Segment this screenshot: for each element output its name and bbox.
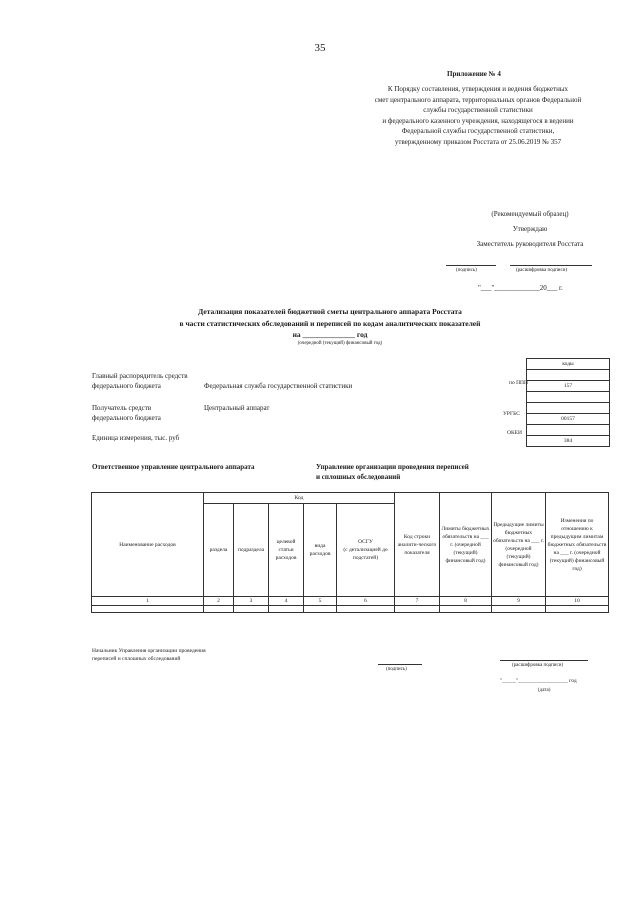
approve-word: Утверждаю: [512, 225, 548, 233]
urgbs-code: 00157: [527, 414, 609, 425]
recipient-label: федерального бюджета: [92, 414, 161, 422]
codes-empty-cell: [527, 370, 609, 381]
header-osgu: [337, 504, 395, 597]
empty-cell: [492, 606, 546, 613]
approver-position: Заместитель руководителя Росстата: [476, 240, 584, 248]
page-number: 35: [314, 42, 326, 54]
expense-table: [91, 492, 609, 613]
approval-block: [440, 207, 620, 252]
manager-label: федерального бюджета: [92, 382, 161, 390]
column-number: 9: [492, 597, 546, 606]
responsible-label: Ответственное управление центрального аппарата: [92, 463, 255, 471]
appendix-line: и федерального казенного учреждения, находящегося в ведении: [382, 116, 574, 125]
codes-empty-cell: [527, 392, 609, 403]
header-expense-name: Наименование расходов: [92, 493, 204, 597]
manager-value: Федеральная служба государственной статистики: [204, 382, 353, 390]
recipient-value: Центральный аппарат: [204, 404, 270, 412]
column-number: 7: [395, 597, 440, 606]
codes-empty-cell: [527, 403, 609, 414]
responsible-value: и сплошных обследований: [316, 473, 401, 481]
header-osgu-title: ОСГУ: [358, 539, 373, 545]
okei-code: 384: [563, 438, 573, 444]
empty-cell: [234, 606, 269, 613]
header-osgu-note: (с детализацией до подстатей): [343, 547, 388, 561]
header-limits: Лимиты бюджетных обязательств на ___ г. (очередной (текущий) финансовый год): [440, 493, 492, 597]
footer-date: "_____"__________________ год: [500, 678, 577, 684]
approval-date: "___"_____________20___ г.: [478, 284, 563, 292]
approver-decoding-line: [510, 265, 592, 266]
appendix-line: Федеральной службы государственной статистики,: [401, 127, 555, 136]
column-number: 6: [337, 597, 395, 606]
recommended-sample: (Рекомендуемый образец): [491, 210, 569, 218]
empty-cell: [440, 606, 492, 613]
appendix-reference: [338, 84, 618, 148]
manager-label: Главный распорядитель средств: [92, 372, 188, 380]
empty-cell: [204, 606, 234, 613]
codes-box: [526, 358, 610, 447]
responsible-value: Управление организации проведения переписей: [316, 463, 469, 471]
title-line: на ______________ год: [292, 330, 368, 339]
header-changes: Изменения по отношению к предыдущим лимитам бюджетных обязательств на ___ г. (очередной (текущий) финансовый год): [546, 493, 609, 597]
recipient-label: Получатель средств: [92, 404, 152, 412]
ppp-label: по ППП: [509, 380, 528, 386]
empty-cell: [337, 606, 395, 613]
codes-header: коды: [527, 359, 609, 370]
title-line: Детализация показателей бюджетной сметы центрального аппарата Росстата: [198, 307, 462, 316]
column-number: 4: [269, 597, 304, 606]
header-razdel: раздела: [204, 504, 234, 597]
header-previous-limits: Предыдущие лимиты бюджетных обязательств на ___ г. (очередной (текущий) финансовый год): [492, 493, 546, 597]
appendix-title: Приложение № 4: [447, 70, 501, 78]
column-number: 8: [440, 597, 492, 606]
unit-label: Единица измерения, тыс. руб: [92, 434, 180, 442]
head-position: переписей и сплошных обследований: [92, 656, 181, 662]
approver-signature-label: (подпись): [456, 268, 477, 273]
header-podrazdel: подраздела: [234, 504, 269, 597]
footer-date-label: (дата): [538, 688, 551, 693]
head-signature-line: [378, 664, 422, 665]
head-signature-label: (подпись): [386, 667, 407, 672]
document-title: [120, 306, 540, 341]
empty-cell: [269, 606, 304, 613]
column-number: 10: [546, 597, 609, 606]
column-number: 1: [92, 597, 204, 606]
ppp-code: 157: [527, 381, 609, 392]
appendix-line: утвержденному приказом Росстата от 25.06.2019 № 357: [394, 137, 562, 146]
head-decoding-label: (расшифровка подписи): [512, 663, 564, 668]
empty-cell: [546, 606, 609, 613]
head-decoding-line: [500, 660, 588, 661]
column-number: 3: [234, 597, 269, 606]
empty-cell: [304, 606, 337, 613]
approver-decoding-label: (расшифровка подписи): [516, 268, 568, 273]
approver-signature-line: [446, 265, 496, 266]
header-expense-type: вида расходов: [304, 504, 337, 597]
empty-cell: [92, 606, 204, 613]
financial-year-label: (очередной (текущий) финансовый год): [297, 341, 383, 346]
appendix-line: К Порядку составления, утверждения и ведения бюджетных: [387, 85, 569, 93]
head-position: Начальник Управления организации проведения: [92, 648, 206, 654]
urgbs-label: УРГБС: [503, 411, 520, 417]
column-number: 2: [204, 597, 234, 606]
header-code-group: Код: [204, 493, 395, 504]
title-line: в части статистических обследований и переписей по кодам аналитических показателей: [179, 318, 481, 328]
empty-cell: [395, 606, 440, 613]
appendix-line: смет центрального аппарата, территориальных органов Федеральной: [374, 95, 582, 104]
header-target-article: целевой статьи расходов: [269, 504, 304, 597]
okei-label: ОКЕИ: [507, 430, 522, 436]
header-row-code: Код строки аналити-ческого показателя: [395, 493, 440, 597]
codes-empty-cell: [527, 425, 609, 436]
column-number: 5: [304, 597, 337, 606]
appendix-line: службы государственной статистики: [423, 106, 533, 115]
